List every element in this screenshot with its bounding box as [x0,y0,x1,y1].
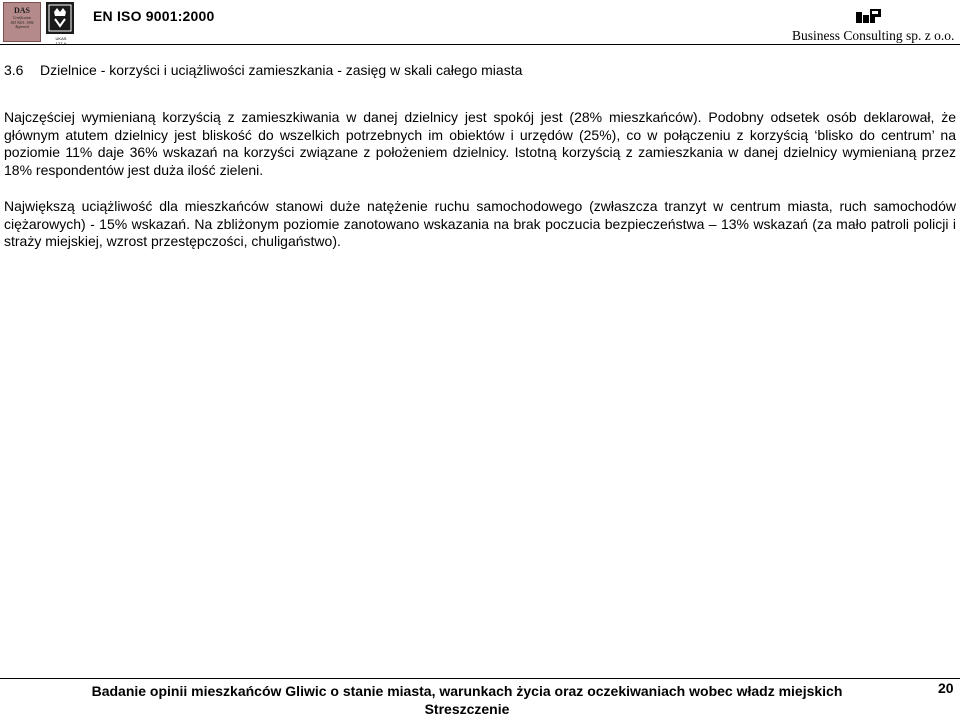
company-name: Business Consulting sp. z o.o. [792,28,955,43]
das-logo-title: DAS [13,6,30,15]
section-number: 3.6 [4,62,24,78]
footer-divider [0,678,960,679]
section-heading [4,62,522,78]
paragraph-nuisances: Największą uciążliwość dla mieszkańców stanowi duże natężenie ruchu samochodowego (zwłaszcza tranzyt w centrum miasta, ruch samochodów ciężarowych) - 15% wskazań. Na zbliżonym poziomie zanotowano wskazania na brak poczucia bezpieczeństwa – 13% wskazań (za mało patroli policji i straży miejskiej, wzrost przestępczości, chuligaństwo). [4,198,956,249]
page-number: 20 [938,680,954,696]
footer-section-name: Streszczenie [424,701,510,717]
ukas-logo-label: UKAS [55,36,67,41]
footer-report-title: Badanie opinii mieszkańców Gliwic o stanie miasta, warunkach życia oraz oczekiwaniach wobec władz miejskich [91,683,843,699]
section-title: Dzielnice - korzyści i uciążliwości zamieszkania - zasięg w skali całego miasta [40,62,523,78]
ukas-crown-mark [46,2,74,34]
page-header [0,0,960,46]
ukas-accreditation-logo [43,1,79,43]
das-logo-text: Certification ISO 9001: 1994 Approved [10,16,34,29]
page-footer [0,682,934,718]
header-divider [0,44,960,45]
business-consulting-logo [856,9,881,23]
iso-standard-title: EN ISO 9001:2000 [93,8,215,24]
paragraph-benefits: Najczęściej wymienianą korzyścią z zamieszkiwania w danej dzielnicy jest spokój jest (28% mieszkańców). Podobny odsetek osób deklarował, że głównym atutem dzielnicy jest bliskość do wszelkich potrzebnych im obiektów i urzędów (25%), co w połączeniu z korzyścią ‘blisko do centrum’ na poziomie 11% daje 36% wskazań na korzyści związane z położeniem dzielnicy. Istotną korzyścią z zamieszkania w danej dzielnicy wymienianą przez 18% respondentów jest duża ilość zieleni. [4,109,956,178]
das-certification-logo [3,2,41,42]
